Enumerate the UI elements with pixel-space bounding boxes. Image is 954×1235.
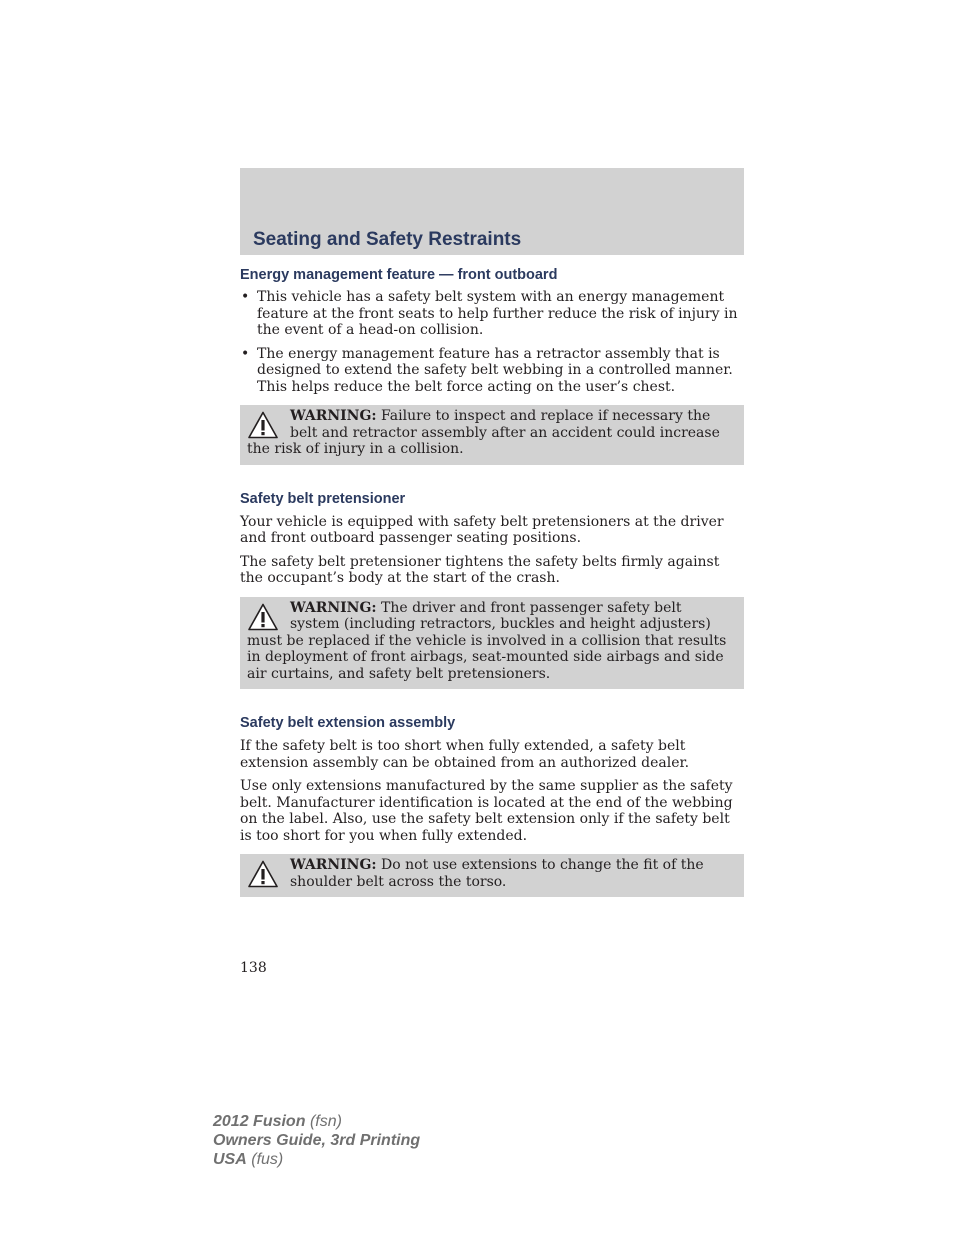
footer-line-guide	[213, 1131, 420, 1150]
bullet-text: This vehicle has a safety belt system with an energy management feature at the front seats to help further reduce the risk of injury in the event of a head-on collision.	[257, 289, 738, 338]
footer-region-code: (fus)	[251, 1151, 284, 1168]
footer-region: USA	[213, 1151, 247, 1168]
warning-text: Failure to inspect and replace if necessary the belt and retractor assembly after an accident could increase the risk of injury in a collision.	[247, 408, 720, 457]
warning-triangle-icon	[248, 860, 278, 888]
page-number: 138	[240, 960, 267, 976]
paragraph: Your vehicle is equipped with safety belt pretensioners at the driver and front outboard passenger seating positions.	[240, 513, 724, 546]
warning-box	[240, 405, 744, 465]
warning-triangle-icon	[248, 603, 278, 631]
bullet-text: The energy management feature has a retractor assembly that is designed to extend the safety belt webbing in a controlled manner. This helps reduce the belt force acting on the user’s chest.	[257, 345, 733, 395]
energy-bullet-list	[240, 289, 744, 395]
bullet-dot: •	[241, 345, 250, 362]
paragraph: Use only extensions manufactured by the same supplier as the safety belt. Manufacturer identification is located at the end of the webbing on the label. Also, use the safety belt extension only if the safety belt is too short for you when fully extended.	[240, 778, 733, 844]
paragraph: The safety belt pretensioner tightens the safety belts firmly against the occupant’s body at the start of the crash.	[240, 553, 720, 586]
paragraph: If the safety belt is too short when fully extended, a safety belt extension assembly can be obtained from an authorized dealer.	[240, 738, 690, 771]
warning-text: Do not use extensions to change the fit of the shoulder belt across the torso.	[290, 857, 704, 890]
warning-box	[240, 854, 744, 897]
warning-label: WARNING:	[290, 599, 377, 616]
heading-pretensioner: Safety belt pretensioner	[240, 490, 406, 507]
warning-box	[240, 597, 744, 690]
footer-line-model	[213, 1112, 420, 1131]
section-title: Seating and Safety Restraints	[253, 229, 522, 250]
warning-label: WARNING:	[290, 857, 377, 873]
section-header-band	[240, 168, 744, 255]
footer-guide: Owners Guide, 3rd Printing	[213, 1132, 421, 1149]
footer-line-region	[213, 1150, 420, 1169]
bullet-item	[240, 346, 744, 396]
heading-energy-management: Energy management feature — front outboard	[240, 267, 558, 283]
heading-extension-assembly: Safety belt extension assembly	[240, 715, 456, 731]
warning-text: The driver and front passenger safety belt system (including retractors, buckles and height adjusters) must be replaced if the vehicle is involved in a collision that results in deployment of front airbags, seat-mounted side airbags and side air curtains, and safety belt pretensioners.	[247, 599, 727, 682]
warning-triangle-icon	[248, 411, 278, 439]
footer-model-code: (fsn)	[309, 1113, 342, 1130]
bullet-dot: •	[241, 289, 250, 305]
footer-model: 2012 Fusion	[213, 1113, 306, 1130]
page-content	[240, 265, 744, 897]
bullet-item	[240, 289, 744, 339]
document-footer	[213, 1112, 420, 1169]
warning-label: WARNING:	[290, 408, 377, 424]
